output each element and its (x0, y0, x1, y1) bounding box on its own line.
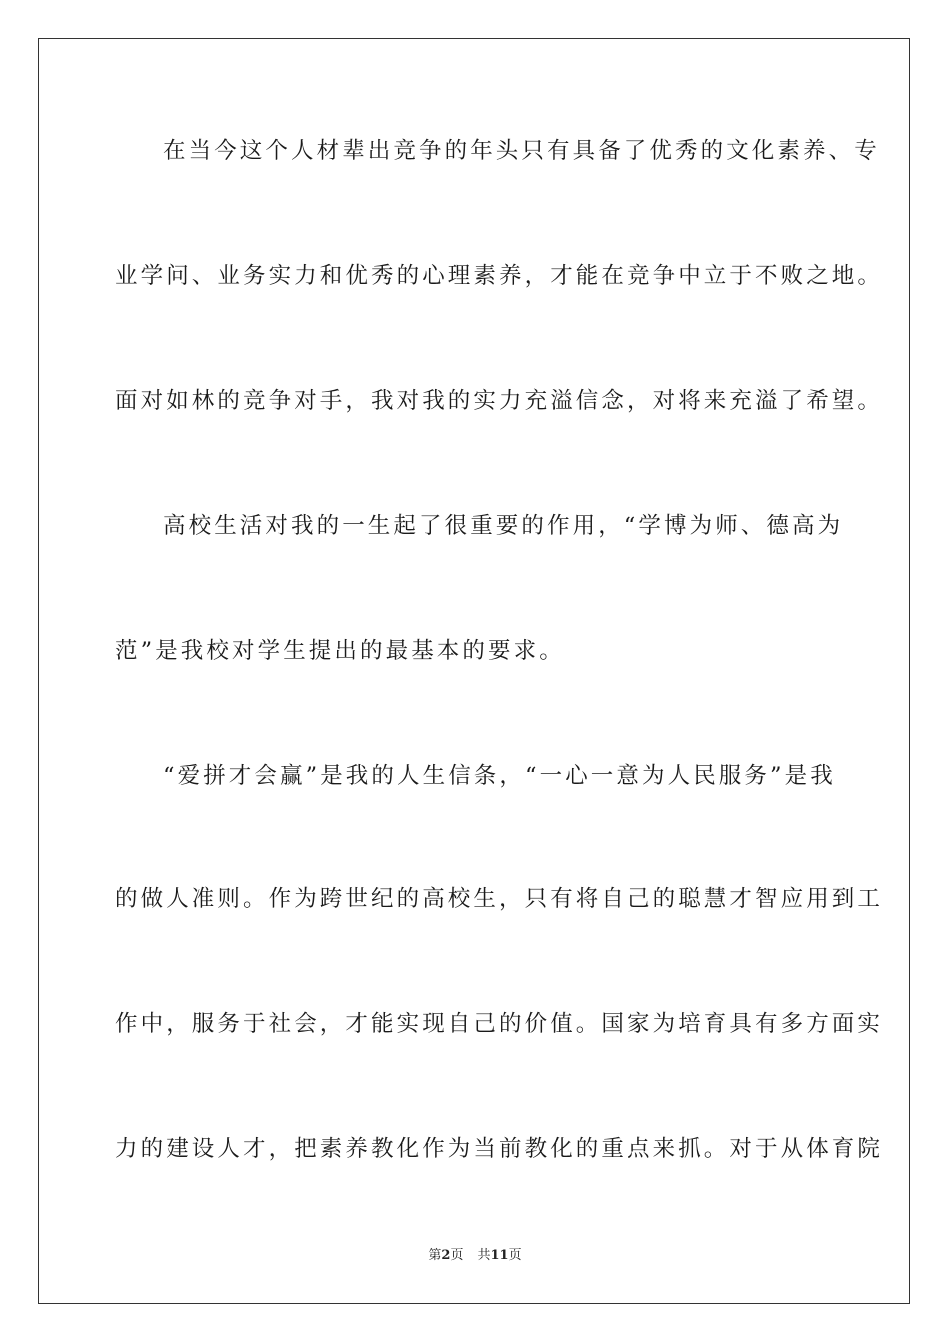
text-line: 业学问、业务实力和优秀的心理素养，才能在竞争中立于不败之地。 (115, 263, 884, 289)
page-frame (38, 38, 910, 1304)
total-pages: 11 (490, 1248, 509, 1263)
page-prefix: 第 (428, 1248, 442, 1263)
text-line: 力的建设人才，把素养教化作为当前教化的重点来抓。对于从体育院 (115, 1136, 884, 1162)
text-line: 面对如林的竞争对手，我对我的实力充溢信念，对将来充溢了希望。 (115, 388, 884, 414)
text-line: “爱拼才会赢”是我的人生信条，“一心一意为人民服务”是我 (163, 763, 836, 789)
page-suffix: 页 (450, 1248, 464, 1263)
page-number: 2 (441, 1248, 451, 1263)
text-line: 范”是我校对学生提出的最基本的要求。 (115, 638, 565, 664)
text-line: 在当今这个人材辈出竞争的年头只有具备了优秀的文化素养、专 (163, 138, 880, 164)
text-line: 作中，服务于社会，才能实现自己的价值。国家为培育具有多方面实 (115, 1011, 884, 1037)
text-line: 高校生活对我的一生起了很重要的作用，“学博为师、德高为 (163, 513, 844, 539)
page-footer (0, 1247, 950, 1265)
total-suffix: 页 (508, 1248, 522, 1263)
total-prefix: 共 (477, 1248, 491, 1263)
text-line: 的做人准则。作为跨世纪的高校生，只有将自己的聪慧才智应用到工 (115, 886, 884, 912)
